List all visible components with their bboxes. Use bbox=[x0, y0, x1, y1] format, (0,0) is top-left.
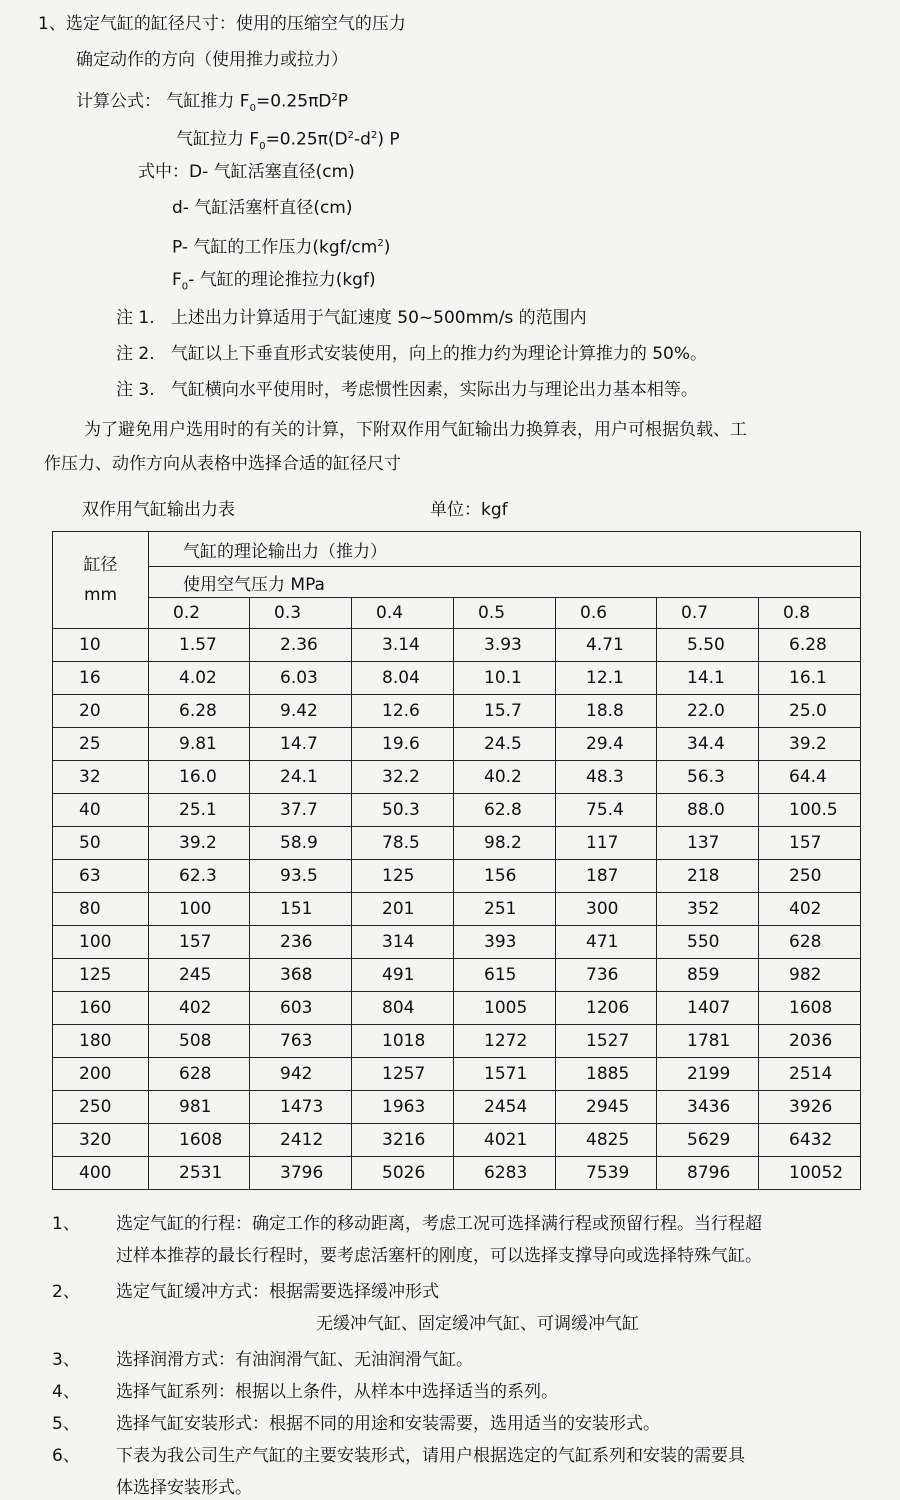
formula-label: 计算公式： bbox=[76, 91, 161, 112]
table-row bbox=[53, 1157, 861, 1190]
force-cell: 39.2 bbox=[149, 827, 250, 860]
step-number: 3、 bbox=[52, 1350, 80, 1370]
force-cell: 3926 bbox=[759, 1091, 861, 1124]
force-cell: 3.14 bbox=[352, 629, 454, 662]
force-cell: 50.3 bbox=[352, 794, 454, 827]
force-cell: 14.7 bbox=[250, 728, 352, 761]
step-number: 4、 bbox=[52, 1382, 80, 1402]
force-cell: 736 bbox=[556, 959, 657, 992]
force-cell: 981 bbox=[149, 1091, 250, 1124]
force-cell: 7539 bbox=[556, 1157, 657, 1190]
force-cell: 14.1 bbox=[657, 662, 759, 695]
force-cell: 2531 bbox=[149, 1157, 250, 1190]
bore-cell: 400 bbox=[53, 1157, 149, 1190]
force-cell: 93.5 bbox=[250, 860, 352, 893]
force-cell: 40.2 bbox=[454, 761, 556, 794]
push-formula: 计算公式： 气缸推力 $F_0=0.25\pi D^2P$ bbox=[76, 91, 349, 115]
force-cell: 24.1 bbox=[250, 761, 352, 794]
force-cell: 157 bbox=[759, 827, 861, 860]
force-cell: 1781 bbox=[657, 1025, 759, 1058]
force-cell: 603 bbox=[250, 992, 352, 1025]
bore-cell: 250 bbox=[53, 1091, 149, 1124]
pressure-cell: 0.8 bbox=[759, 598, 861, 629]
force-cell: 5629 bbox=[657, 1124, 759, 1157]
pressure-header: 使用空气压力 MPa bbox=[149, 567, 861, 598]
force-cell: 25.0 bbox=[759, 695, 861, 728]
force-cell: 6.28 bbox=[759, 629, 861, 662]
force-cell: 19.6 bbox=[352, 728, 454, 761]
table-row bbox=[53, 827, 861, 860]
where-line: 式中：D- 气缸活塞直径(cm) bbox=[138, 162, 355, 182]
step-text: 选择气缸系列：根据以上条件，从样本中选择适当的系列。 bbox=[116, 1382, 558, 1402]
header-row-group bbox=[53, 532, 861, 567]
table-row bbox=[53, 728, 861, 761]
force-cell: 32.2 bbox=[352, 761, 454, 794]
force-cell: 34.4 bbox=[657, 728, 759, 761]
force-cell: 151 bbox=[250, 893, 352, 926]
force-cell: 2199 bbox=[657, 1058, 759, 1091]
force-cell: 1963 bbox=[352, 1091, 454, 1124]
force-cell: 4.02 bbox=[149, 662, 250, 695]
step-text-continued: 无缓冲气缸、固定缓冲气缸、可调缓冲气缸 bbox=[316, 1314, 639, 1334]
force-cell: 491 bbox=[352, 959, 454, 992]
force-cell: 1473 bbox=[250, 1091, 352, 1124]
force-cell: 62.8 bbox=[454, 794, 556, 827]
table-row bbox=[53, 761, 861, 794]
force-cell: 508 bbox=[149, 1025, 250, 1058]
note-label: 注 3. bbox=[116, 380, 155, 400]
force-cell: 628 bbox=[759, 926, 861, 959]
force-cell: 1.57 bbox=[149, 629, 250, 662]
force-cell: 62.3 bbox=[149, 860, 250, 893]
force-cell: 78.5 bbox=[352, 827, 454, 860]
bore-cell: 50 bbox=[53, 827, 149, 860]
push-label: 气缸推力 F bbox=[166, 91, 250, 112]
force-cell: 2036 bbox=[759, 1025, 861, 1058]
bore-cell: 63 bbox=[53, 860, 149, 893]
table-row bbox=[53, 1025, 861, 1058]
def-rod-diameter: d- 气缸活塞杆直径(cm) bbox=[172, 198, 353, 218]
force-cell: 1407 bbox=[657, 992, 759, 1025]
bore-cell: 180 bbox=[53, 1025, 149, 1058]
force-cell: 942 bbox=[250, 1058, 352, 1091]
force-cell: 2412 bbox=[250, 1124, 352, 1157]
note-text: 气缸横向水平使用时，考虑惯性因素，实际出力与理论出力基本相等。 bbox=[170, 380, 698, 400]
force-cell: 24.5 bbox=[454, 728, 556, 761]
force-cell: 859 bbox=[657, 959, 759, 992]
force-cell: 763 bbox=[250, 1025, 352, 1058]
force-cell: 100 bbox=[149, 893, 250, 926]
step-text: 选择润滑方式：有油润滑气缸、无油润滑气缸。 bbox=[116, 1350, 473, 1370]
force-cell: 6432 bbox=[759, 1124, 861, 1157]
step-text-continued: 体选择安装形式。 bbox=[116, 1478, 252, 1498]
pressure-cell: 0.7 bbox=[657, 598, 759, 629]
force-cell: 10052 bbox=[759, 1157, 861, 1190]
note-1 bbox=[116, 306, 587, 330]
paragraph-line-1: 为了避免用户选用时的有关的计算，下附双作用气缸输出力换算表，用户可根据负载、工 bbox=[84, 420, 747, 440]
force-cell: 201 bbox=[352, 893, 454, 926]
force-cell: 300 bbox=[556, 893, 657, 926]
def-pressure: P- 气缸的工作压力$(kgf/cm^2)$ bbox=[172, 237, 391, 258]
force-cell: 64.4 bbox=[759, 761, 861, 794]
table-row bbox=[53, 959, 861, 992]
bore-cell: 125 bbox=[53, 959, 149, 992]
force-cell: 245 bbox=[149, 959, 250, 992]
bore-unit: mm bbox=[83, 585, 118, 605]
force-cell: 2.36 bbox=[250, 629, 352, 662]
direction-line: 确定动作的方向（使用推力或拉力） bbox=[76, 50, 348, 70]
bore-cell: 160 bbox=[53, 992, 149, 1025]
force-cell: 982 bbox=[759, 959, 861, 992]
table-unit: 单位：kgf bbox=[430, 500, 508, 520]
pull-label: 气缸拉力 F bbox=[176, 129, 260, 150]
force-cell: 3.93 bbox=[454, 629, 556, 662]
table-row bbox=[53, 860, 861, 893]
force-cell: 402 bbox=[759, 893, 861, 926]
def-force: $F_0-$ 气缸的理论推拉力(kgf) bbox=[172, 270, 376, 293]
bore-cell: 40 bbox=[53, 794, 149, 827]
force-cell: 251 bbox=[454, 893, 556, 926]
force-cell: 22.0 bbox=[657, 695, 759, 728]
force-cell: 187 bbox=[556, 860, 657, 893]
force-cell: 6.28 bbox=[149, 695, 250, 728]
force-cell: 39.2 bbox=[759, 728, 861, 761]
force-cell: 12.6 bbox=[352, 695, 454, 728]
paragraph-line-2: 作压力、动作方向从表格中选择合适的缸径尺寸 bbox=[44, 454, 401, 474]
table-row bbox=[53, 893, 861, 926]
table-row bbox=[53, 1058, 861, 1091]
table-row bbox=[53, 662, 861, 695]
force-cell: 5.50 bbox=[657, 629, 759, 662]
force-cell: 88.0 bbox=[657, 794, 759, 827]
force-cell: 1018 bbox=[352, 1025, 454, 1058]
pressure-cell: 0.5 bbox=[454, 598, 556, 629]
pressure-cell: 0.6 bbox=[556, 598, 657, 629]
bore-cell: 80 bbox=[53, 893, 149, 926]
force-cell: 48.3 bbox=[556, 761, 657, 794]
table-row bbox=[53, 926, 861, 959]
bore-cell: 320 bbox=[53, 1124, 149, 1157]
force-cell: 75.4 bbox=[556, 794, 657, 827]
force-cell: 1206 bbox=[556, 992, 657, 1025]
force-cell: 1608 bbox=[149, 1124, 250, 1157]
note-text: 气缸以上下垂直形式安装使用，向上的推力约为理论计算推力的 50%。 bbox=[170, 344, 708, 364]
force-cell: 2514 bbox=[759, 1058, 861, 1091]
force-cell: 157 bbox=[149, 926, 250, 959]
force-cell: 2454 bbox=[454, 1091, 556, 1124]
bore-cell: 200 bbox=[53, 1058, 149, 1091]
force-cell: 804 bbox=[352, 992, 454, 1025]
force-cell: 8796 bbox=[657, 1157, 759, 1190]
note-text: 上述出力计算适用于气缸速度 50~500mm/s 的范围内 bbox=[170, 308, 587, 328]
force-cell: 1608 bbox=[759, 992, 861, 1025]
force-cell: 156 bbox=[454, 860, 556, 893]
force-cell: 628 bbox=[149, 1058, 250, 1091]
force-cell: 402 bbox=[149, 992, 250, 1025]
pressure-cell: 0.2 bbox=[149, 598, 250, 629]
force-cell: 10.1 bbox=[454, 662, 556, 695]
force-cell: 1005 bbox=[454, 992, 556, 1025]
force-cell: 8.04 bbox=[352, 662, 454, 695]
bore-cell: 10 bbox=[53, 629, 149, 662]
force-cell: 368 bbox=[250, 959, 352, 992]
force-cell: 18.8 bbox=[556, 695, 657, 728]
force-cell: 25.1 bbox=[149, 794, 250, 827]
force-cell: 550 bbox=[657, 926, 759, 959]
table-row bbox=[53, 629, 861, 662]
force-cell: 2945 bbox=[556, 1091, 657, 1124]
pressure-values-row bbox=[53, 598, 861, 629]
step-number: 5、 bbox=[52, 1414, 80, 1434]
step-text: 下表为我公司生产气缸的主要安装形式，请用户根据选定的气缸系列和安装的需要具 bbox=[116, 1446, 745, 1466]
force-cell: 1527 bbox=[556, 1025, 657, 1058]
force-cell: 218 bbox=[657, 860, 759, 893]
step-number: 2、 bbox=[52, 1282, 80, 1302]
force-cell: 12.1 bbox=[556, 662, 657, 695]
force-cell: 250 bbox=[759, 860, 861, 893]
force-cell: 56.3 bbox=[657, 761, 759, 794]
force-cell: 9.42 bbox=[250, 695, 352, 728]
force-cell: 3436 bbox=[657, 1091, 759, 1124]
note-label: 注 2. bbox=[116, 344, 155, 364]
force-cell: 9.81 bbox=[149, 728, 250, 761]
table-row bbox=[53, 992, 861, 1025]
force-cell: 1257 bbox=[352, 1058, 454, 1091]
force-cell: 16.0 bbox=[149, 761, 250, 794]
force-cell: 314 bbox=[352, 926, 454, 959]
force-cell: 98.2 bbox=[454, 827, 556, 860]
step-text: 选定气缸缓冲方式：根据需要选择缓冲形式 bbox=[116, 1282, 439, 1302]
force-cell: 236 bbox=[250, 926, 352, 959]
step-text: 选定气缸的行程：确定工作的移动距离，考虑工况可选择满行程或预留行程。当行程超 bbox=[116, 1214, 762, 1234]
note-2 bbox=[116, 342, 707, 366]
force-cell: 3796 bbox=[250, 1157, 352, 1190]
note-3 bbox=[116, 378, 698, 402]
step-number: 6、 bbox=[52, 1446, 80, 1466]
force-cell: 3216 bbox=[352, 1124, 454, 1157]
step-text-continued: 过样本推荐的最长行程时，要考虑活塞杆的刚度，可以选择支撑导向或选择特殊气缸。 bbox=[116, 1246, 762, 1266]
force-cell: 393 bbox=[454, 926, 556, 959]
section-heading: 1、选定气缸的缸径尺寸：使用的压缩空气的压力 bbox=[38, 14, 406, 34]
bore-header bbox=[53, 532, 149, 629]
force-cell: 1885 bbox=[556, 1058, 657, 1091]
force-cell: 4021 bbox=[454, 1124, 556, 1157]
step-number: 1、 bbox=[52, 1214, 80, 1234]
bore-cell: 20 bbox=[53, 695, 149, 728]
force-cell: 1272 bbox=[454, 1025, 556, 1058]
force-cell: 471 bbox=[556, 926, 657, 959]
step-text: 选择气缸安装形式：根据不同的用途和安装需要，选用适当的安装形式。 bbox=[116, 1414, 660, 1434]
table-row bbox=[53, 695, 861, 728]
table-row bbox=[53, 1124, 861, 1157]
force-cell: 15.7 bbox=[454, 695, 556, 728]
force-cell: 29.4 bbox=[556, 728, 657, 761]
header-row-pressure bbox=[53, 567, 861, 598]
force-cell: 125 bbox=[352, 860, 454, 893]
force-cell: 4.71 bbox=[556, 629, 657, 662]
force-cell: 117 bbox=[556, 827, 657, 860]
force-cell: 615 bbox=[454, 959, 556, 992]
force-cell: 100.5 bbox=[759, 794, 861, 827]
force-cell: 1571 bbox=[454, 1058, 556, 1091]
force-cell: 16.1 bbox=[759, 662, 861, 695]
force-cell: 5026 bbox=[352, 1157, 454, 1190]
force-cell: 352 bbox=[657, 893, 759, 926]
force-cell: 58.9 bbox=[250, 827, 352, 860]
pull-formula: 气缸拉力 $F_0=0.25\pi(D^2-d^2)$ P bbox=[176, 129, 400, 153]
pressure-cell: 0.3 bbox=[250, 598, 352, 629]
bore-label: 缸径 bbox=[83, 555, 118, 575]
note-label: 注 1. bbox=[116, 308, 155, 328]
bore-cell: 100 bbox=[53, 926, 149, 959]
bore-cell: 32 bbox=[53, 761, 149, 794]
table-row bbox=[53, 794, 861, 827]
force-cell: 137 bbox=[657, 827, 759, 860]
table-row bbox=[53, 1091, 861, 1124]
force-cell: 4825 bbox=[556, 1124, 657, 1157]
force-cell: 37.7 bbox=[250, 794, 352, 827]
output-force-table bbox=[52, 531, 861, 1190]
table-caption: 双作用气缸输出力表 bbox=[82, 500, 235, 520]
group-header: 气缸的理论输出力（推力） bbox=[149, 532, 861, 567]
force-cell: 6.03 bbox=[250, 662, 352, 695]
pressure-cell: 0.4 bbox=[352, 598, 454, 629]
force-cell: 6283 bbox=[454, 1157, 556, 1190]
bore-cell: 25 bbox=[53, 728, 149, 761]
bore-cell: 16 bbox=[53, 662, 149, 695]
